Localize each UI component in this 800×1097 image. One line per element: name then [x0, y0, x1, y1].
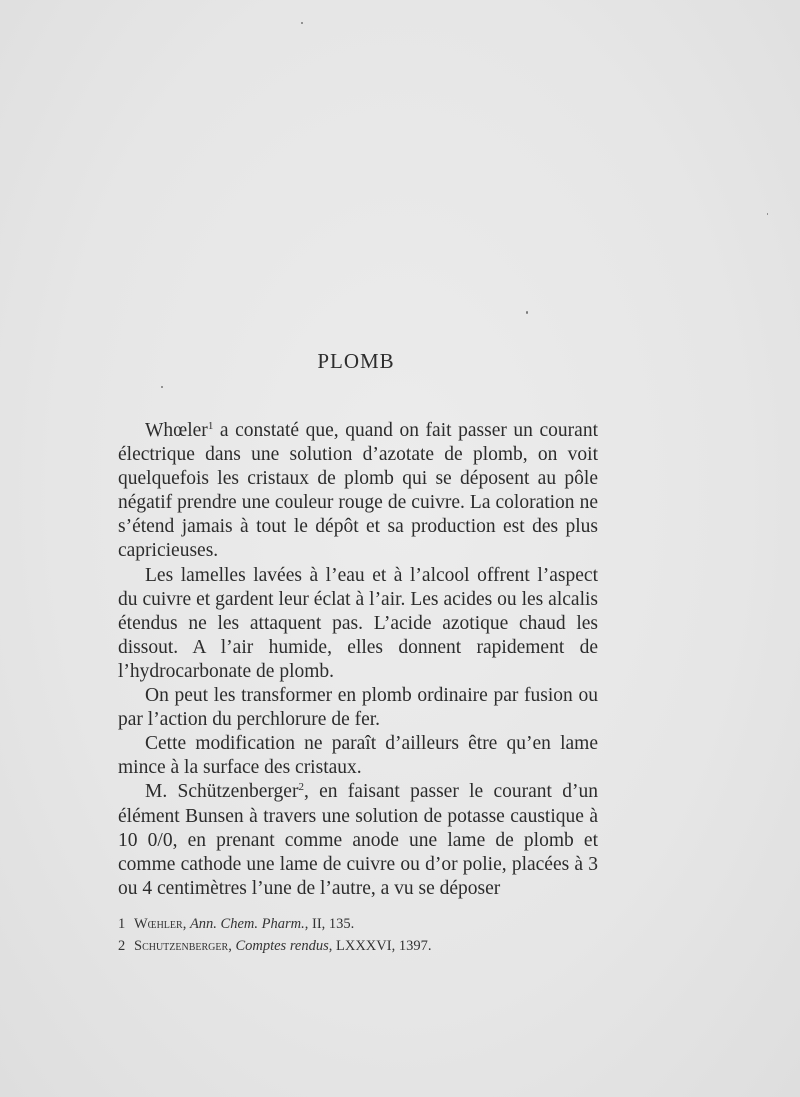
footnote-number: 2: [118, 938, 126, 954]
paragraph-text: Whœler: [145, 420, 208, 441]
paper-speck: [301, 22, 303, 24]
footnote-source: Ann. Chem. Pharm.: [189, 916, 305, 932]
paragraph: [118, 732, 598, 780]
paragraph-text: On peut les transformer en plomb ordinaire par fusion ou par l’action du perchlorure de fer.: [118, 685, 598, 731]
footnotes: [118, 913, 598, 957]
footnote-number: 1: [118, 916, 126, 932]
paragraph-text: , en faisant passer le courant d’un élément Bunsen à travers une solution de potasse caustique à 10 0/0, en prenant comme anode une lame de plomb et comme cathode une lame de cuivre ou d’or polie, placées à 3 ou 4 centimètres l’une de l’autre, a vu se déposer: [118, 781, 598, 899]
paragraph-text: a constaté que, quand on fait passer un courant électrique dans une solution d’azotate de plomb, on voit quelquefois les cristaux de plomb qui se déposent au pôle négatif prendre une couleur rouge de cuivre. La coloration ne s’étend jamais à tout le dépôt et sa production est des plus capricieuses.: [118, 420, 598, 562]
paragraph-text: M. Schützenberger: [145, 781, 299, 803]
footnote: 2 Schutzenberger, Comptes rendus, LXXXVI, 1397.: [118, 935, 598, 957]
footnote: 1 Wœhler, Ann. Chem. Pharm., II, 135.: [118, 913, 598, 935]
paragraph-text: Les lamelles lavées à l’eau et à l’alcool offrent l’aspect du cuivre et gardent leur éclat à l’air. Les acides ou les alcalis étendus ne les attaquent pas. L’acide azotique chaud les dissout. A l’air humide, elles donnent rapidement de l’hydrocarbonate de plomb.: [118, 564, 598, 682]
footnote-ref: , LXXXVI, 1397.: [328, 938, 432, 954]
footnote-marker: 2: [298, 781, 304, 794]
paragraph: [118, 684, 598, 732]
footnote-marker: 1: [207, 420, 214, 432]
body-text: [118, 419, 598, 901]
footnote-author: Wœhler: [134, 916, 183, 932]
paragraph-text: Cette modification ne paraît d’ailleurs être qu’en lame mince à la surface des cristaux.: [118, 733, 598, 779]
footnote-source: Comptes rendus: [235, 938, 329, 954]
paragraph: [118, 419, 598, 564]
paragraph: [118, 780, 598, 900]
paper-speck: [767, 213, 768, 215]
paper-speck: [161, 386, 163, 388]
paragraph: [118, 564, 598, 684]
footnote-ref: , II, 135.: [304, 916, 355, 932]
page-title: PLOMB: [317, 349, 395, 373]
footnote-author: Schutzenberger: [134, 938, 229, 954]
paper-speck: [526, 311, 528, 314]
